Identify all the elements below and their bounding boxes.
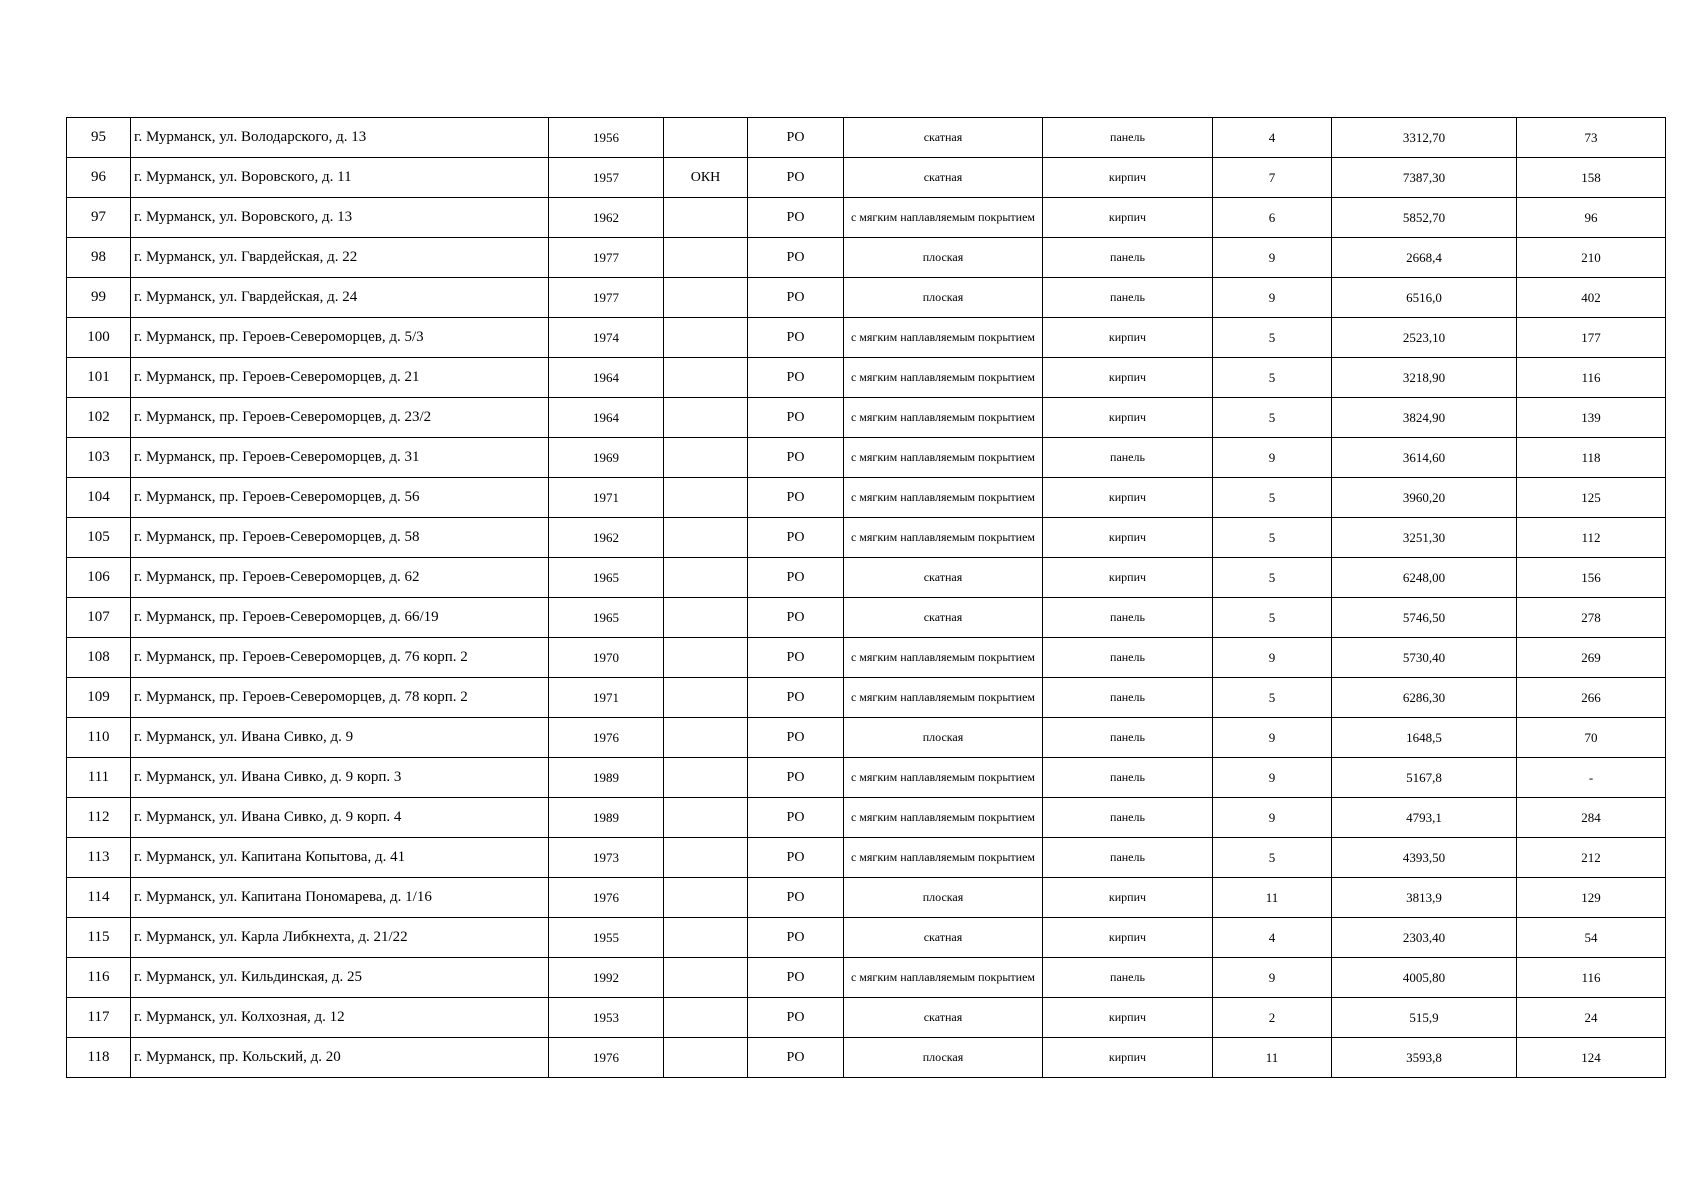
cell-area: 2303,40 bbox=[1332, 918, 1517, 958]
cell-wall-material: кирпич bbox=[1043, 358, 1213, 398]
cell-construction-year: 1955 bbox=[549, 918, 664, 958]
cell-ro-mark: РО bbox=[748, 318, 844, 358]
cell-address: г. Мурманск, ул. Капитана Пономарева, д. 1/16 bbox=[131, 878, 549, 918]
cell-wall-material: панель bbox=[1043, 718, 1213, 758]
cell-address: г. Мурманск, пр. Героев-Североморцев, д. 21 bbox=[131, 358, 549, 398]
cell-area: 3251,30 bbox=[1332, 518, 1517, 558]
cell-row-number: 104 bbox=[67, 478, 131, 518]
cell-wall-material: кирпич bbox=[1043, 478, 1213, 518]
cell-area: 7387,30 bbox=[1332, 158, 1517, 198]
cell-construction-year: 1969 bbox=[549, 438, 664, 478]
cell-count: 210 bbox=[1517, 238, 1666, 278]
cell-ro-mark: РО bbox=[748, 278, 844, 318]
cell-wall-material: панель bbox=[1043, 598, 1213, 638]
cell-heritage-mark bbox=[664, 718, 748, 758]
cell-ro-mark: РО bbox=[748, 118, 844, 158]
cell-construction-year: 1992 bbox=[549, 958, 664, 998]
cell-ro-mark: РО bbox=[748, 998, 844, 1038]
cell-construction-year: 1974 bbox=[549, 318, 664, 358]
cell-address: г. Мурманск, ул. Кильдинская, д. 25 bbox=[131, 958, 549, 998]
cell-count: 266 bbox=[1517, 678, 1666, 718]
table-row bbox=[67, 1038, 1666, 1078]
cell-address: г. Мурманск, ул. Капитана Копытова, д. 41 bbox=[131, 838, 549, 878]
table-row bbox=[67, 318, 1666, 358]
cell-floors: 9 bbox=[1213, 238, 1332, 278]
cell-row-number: 106 bbox=[67, 558, 131, 598]
table-row bbox=[67, 878, 1666, 918]
table-row bbox=[67, 158, 1666, 198]
cell-count: 129 bbox=[1517, 878, 1666, 918]
cell-address: г. Мурманск, ул. Воровского, д. 13 bbox=[131, 198, 549, 238]
cell-area: 3960,20 bbox=[1332, 478, 1517, 518]
cell-construction-year: 1971 bbox=[549, 678, 664, 718]
cell-heritage-mark bbox=[664, 1038, 748, 1078]
cell-roof-type: с мягким наплавляемым покрытием bbox=[844, 958, 1043, 998]
cell-floors: 5 bbox=[1213, 478, 1332, 518]
cell-address: г. Мурманск, ул. Гвардейская, д. 22 bbox=[131, 238, 549, 278]
cell-floors: 5 bbox=[1213, 398, 1332, 438]
cell-row-number: 98 bbox=[67, 238, 131, 278]
cell-wall-material: кирпич bbox=[1043, 998, 1213, 1038]
table-row bbox=[67, 798, 1666, 838]
cell-construction-year: 1973 bbox=[549, 838, 664, 878]
cell-ro-mark: РО bbox=[748, 238, 844, 278]
cell-roof-type: с мягким наплавляемым покрытием bbox=[844, 198, 1043, 238]
cell-count: 278 bbox=[1517, 598, 1666, 638]
cell-wall-material: кирпич bbox=[1043, 558, 1213, 598]
cell-roof-type: с мягким наплавляемым покрытием bbox=[844, 358, 1043, 398]
cell-address: г. Мурманск, ул. Володарского, д. 13 bbox=[131, 118, 549, 158]
cell-wall-material: панель bbox=[1043, 958, 1213, 998]
cell-count: 156 bbox=[1517, 558, 1666, 598]
cell-wall-material: панель bbox=[1043, 758, 1213, 798]
table-row bbox=[67, 278, 1666, 318]
cell-area: 3813,9 bbox=[1332, 878, 1517, 918]
cell-row-number: 111 bbox=[67, 758, 131, 798]
cell-roof-type: скатная bbox=[844, 598, 1043, 638]
cell-count: 24 bbox=[1517, 998, 1666, 1038]
cell-floors: 11 bbox=[1213, 878, 1332, 918]
cell-roof-type: с мягким наплавляемым покрытием bbox=[844, 678, 1043, 718]
cell-ro-mark: РО bbox=[748, 198, 844, 238]
table-row bbox=[67, 598, 1666, 638]
cell-heritage-mark bbox=[664, 398, 748, 438]
table-row bbox=[67, 998, 1666, 1038]
cell-area: 1648,5 bbox=[1332, 718, 1517, 758]
cell-floors: 5 bbox=[1213, 358, 1332, 398]
cell-area: 3614,60 bbox=[1332, 438, 1517, 478]
cell-wall-material: панель bbox=[1043, 278, 1213, 318]
cell-heritage-mark bbox=[664, 278, 748, 318]
table-row bbox=[67, 518, 1666, 558]
cell-row-number: 112 bbox=[67, 798, 131, 838]
cell-floors: 7 bbox=[1213, 158, 1332, 198]
cell-area: 5730,40 bbox=[1332, 638, 1517, 678]
cell-ro-mark: РО bbox=[748, 758, 844, 798]
cell-heritage-mark bbox=[664, 918, 748, 958]
cell-address: г. Мурманск, пр. Героев-Североморцев, д. 66/19 bbox=[131, 598, 549, 638]
cell-row-number: 117 bbox=[67, 998, 131, 1038]
cell-wall-material: панель bbox=[1043, 238, 1213, 278]
cell-count: 112 bbox=[1517, 518, 1666, 558]
cell-roof-type: с мягким наплавляемым покрытием bbox=[844, 758, 1043, 798]
table-row bbox=[67, 478, 1666, 518]
cell-roof-type: плоская bbox=[844, 238, 1043, 278]
cell-wall-material: панель bbox=[1043, 838, 1213, 878]
cell-construction-year: 1956 bbox=[549, 118, 664, 158]
cell-ro-mark: РО bbox=[748, 718, 844, 758]
cell-heritage-mark bbox=[664, 638, 748, 678]
cell-row-number: 99 bbox=[67, 278, 131, 318]
table-row bbox=[67, 918, 1666, 958]
cell-heritage-mark bbox=[664, 958, 748, 998]
cell-construction-year: 1970 bbox=[549, 638, 664, 678]
cell-roof-type: с мягким наплавляемым покрытием bbox=[844, 398, 1043, 438]
cell-floors: 2 bbox=[1213, 998, 1332, 1038]
cell-construction-year: 1989 bbox=[549, 758, 664, 798]
table-row bbox=[67, 238, 1666, 278]
cell-count: 284 bbox=[1517, 798, 1666, 838]
cell-roof-type: скатная bbox=[844, 118, 1043, 158]
cell-row-number: 102 bbox=[67, 398, 131, 438]
cell-count: 402 bbox=[1517, 278, 1666, 318]
cell-count: 73 bbox=[1517, 118, 1666, 158]
cell-wall-material: кирпич bbox=[1043, 1038, 1213, 1078]
cell-heritage-mark bbox=[664, 118, 748, 158]
cell-address: г. Мурманск, пр. Героев-Североморцев, д. 23/2 bbox=[131, 398, 549, 438]
cell-row-number: 118 bbox=[67, 1038, 131, 1078]
cell-floors: 5 bbox=[1213, 678, 1332, 718]
cell-roof-type: плоская bbox=[844, 878, 1043, 918]
cell-area: 2523,10 bbox=[1332, 318, 1517, 358]
table-row bbox=[67, 558, 1666, 598]
cell-ro-mark: РО bbox=[748, 958, 844, 998]
cell-ro-mark: РО bbox=[748, 878, 844, 918]
cell-floors: 9 bbox=[1213, 438, 1332, 478]
cell-construction-year: 1965 bbox=[549, 598, 664, 638]
cell-floors: 5 bbox=[1213, 518, 1332, 558]
cell-heritage-mark bbox=[664, 238, 748, 278]
cell-ro-mark: РО bbox=[748, 1038, 844, 1078]
cell-wall-material: панель bbox=[1043, 638, 1213, 678]
cell-count: 118 bbox=[1517, 438, 1666, 478]
cell-area: 6286,30 bbox=[1332, 678, 1517, 718]
cell-floors: 9 bbox=[1213, 958, 1332, 998]
cell-count: 70 bbox=[1517, 718, 1666, 758]
cell-count: 158 bbox=[1517, 158, 1666, 198]
cell-construction-year: 1977 bbox=[549, 278, 664, 318]
cell-heritage-mark bbox=[664, 558, 748, 598]
cell-construction-year: 1964 bbox=[549, 358, 664, 398]
table-row bbox=[67, 838, 1666, 878]
cell-heritage-mark bbox=[664, 838, 748, 878]
cell-row-number: 114 bbox=[67, 878, 131, 918]
cell-construction-year: 1976 bbox=[549, 878, 664, 918]
cell-row-number: 109 bbox=[67, 678, 131, 718]
cell-address: г. Мурманск, пр. Героев-Североморцев, д. 58 bbox=[131, 518, 549, 558]
cell-floors: 9 bbox=[1213, 638, 1332, 678]
cell-heritage-mark bbox=[664, 998, 748, 1038]
cell-address: г. Мурманск, пр. Героев-Североморцев, д. 31 bbox=[131, 438, 549, 478]
cell-roof-type: с мягким наплавляемым покрытием bbox=[844, 438, 1043, 478]
cell-area: 2668,4 bbox=[1332, 238, 1517, 278]
table-row bbox=[67, 638, 1666, 678]
cell-ro-mark: РО bbox=[748, 558, 844, 598]
cell-roof-type: скатная bbox=[844, 998, 1043, 1038]
cell-wall-material: кирпич bbox=[1043, 158, 1213, 198]
cell-heritage-mark bbox=[664, 678, 748, 718]
cell-roof-type: с мягким наплавляемым покрытием bbox=[844, 518, 1043, 558]
cell-heritage-mark bbox=[664, 358, 748, 398]
cell-address: г. Мурманск, ул. Ивана Сивко, д. 9 корп. 3 bbox=[131, 758, 549, 798]
table-row bbox=[67, 758, 1666, 798]
table-row bbox=[67, 678, 1666, 718]
cell-wall-material: кирпич bbox=[1043, 878, 1213, 918]
cell-roof-type: с мягким наплавляемым покрытием bbox=[844, 798, 1043, 838]
cell-area: 4793,1 bbox=[1332, 798, 1517, 838]
cell-address: г. Мурманск, пр. Героев-Североморцев, д. 76 корп. 2 bbox=[131, 638, 549, 678]
cell-heritage-mark bbox=[664, 878, 748, 918]
cell-floors: 9 bbox=[1213, 718, 1332, 758]
cell-roof-type: скатная bbox=[844, 158, 1043, 198]
cell-floors: 9 bbox=[1213, 798, 1332, 838]
cell-count: 269 bbox=[1517, 638, 1666, 678]
cell-count: 96 bbox=[1517, 198, 1666, 238]
cell-row-number: 107 bbox=[67, 598, 131, 638]
cell-heritage-mark bbox=[664, 318, 748, 358]
cell-floors: 9 bbox=[1213, 758, 1332, 798]
cell-ro-mark: РО bbox=[748, 398, 844, 438]
cell-address: г. Мурманск, пр. Героев-Североморцев, д. 56 bbox=[131, 478, 549, 518]
cell-count: 125 bbox=[1517, 478, 1666, 518]
cell-floors: 9 bbox=[1213, 278, 1332, 318]
cell-area: 4005,80 bbox=[1332, 958, 1517, 998]
cell-area: 4393,50 bbox=[1332, 838, 1517, 878]
cell-construction-year: 1977 bbox=[549, 238, 664, 278]
table-row bbox=[67, 958, 1666, 998]
cell-address: г. Мурманск, ул. Гвардейская, д. 24 bbox=[131, 278, 549, 318]
cell-ro-mark: РО bbox=[748, 598, 844, 638]
cell-area: 3312,70 bbox=[1332, 118, 1517, 158]
cell-floors: 4 bbox=[1213, 918, 1332, 958]
cell-count: 139 bbox=[1517, 398, 1666, 438]
cell-ro-mark: РО bbox=[748, 678, 844, 718]
cell-address: г. Мурманск, пр. Кольский, д. 20 bbox=[131, 1038, 549, 1078]
cell-row-number: 95 bbox=[67, 118, 131, 158]
cell-wall-material: кирпич bbox=[1043, 398, 1213, 438]
cell-wall-material: панель bbox=[1043, 118, 1213, 158]
cell-count: 116 bbox=[1517, 358, 1666, 398]
table-row bbox=[67, 398, 1666, 438]
cell-construction-year: 1962 bbox=[549, 198, 664, 238]
cell-row-number: 101 bbox=[67, 358, 131, 398]
cell-wall-material: панель bbox=[1043, 798, 1213, 838]
cell-heritage-mark bbox=[664, 518, 748, 558]
cell-construction-year: 1962 bbox=[549, 518, 664, 558]
cell-heritage-mark: ОКН bbox=[664, 158, 748, 198]
cell-ro-mark: РО bbox=[748, 838, 844, 878]
cell-construction-year: 1976 bbox=[549, 1038, 664, 1078]
cell-floors: 5 bbox=[1213, 838, 1332, 878]
cell-floors: 5 bbox=[1213, 558, 1332, 598]
cell-roof-type: с мягким наплавляемым покрытием bbox=[844, 478, 1043, 518]
cell-area: 6248,00 bbox=[1332, 558, 1517, 598]
cell-roof-type: плоская bbox=[844, 278, 1043, 318]
cell-row-number: 116 bbox=[67, 958, 131, 998]
table-body bbox=[67, 118, 1666, 1078]
cell-floors: 6 bbox=[1213, 198, 1332, 238]
cell-wall-material: кирпич bbox=[1043, 198, 1213, 238]
cell-heritage-mark bbox=[664, 198, 748, 238]
cell-area: 3824,90 bbox=[1332, 398, 1517, 438]
cell-heritage-mark bbox=[664, 598, 748, 638]
cell-construction-year: 1989 bbox=[549, 798, 664, 838]
cell-construction-year: 1957 bbox=[549, 158, 664, 198]
cell-floors: 4 bbox=[1213, 118, 1332, 158]
cell-wall-material: кирпич bbox=[1043, 918, 1213, 958]
cell-roof-type: плоская bbox=[844, 718, 1043, 758]
table-row bbox=[67, 118, 1666, 158]
cell-address: г. Мурманск, ул. Ивана Сивко, д. 9 корп. 4 bbox=[131, 798, 549, 838]
cell-address: г. Мурманск, пр. Героев-Североморцев, д. 62 bbox=[131, 558, 549, 598]
cell-count: - bbox=[1517, 758, 1666, 798]
cell-ro-mark: РО bbox=[748, 518, 844, 558]
cell-address: г. Мурманск, ул. Воровского, д. 11 bbox=[131, 158, 549, 198]
cell-row-number: 97 bbox=[67, 198, 131, 238]
cell-row-number: 105 bbox=[67, 518, 131, 558]
cell-ro-mark: РО bbox=[748, 798, 844, 838]
cell-address: г. Мурманск, пр. Героев-Североморцев, д. 5/3 bbox=[131, 318, 549, 358]
cell-address: г. Мурманск, ул. Колхозная, д. 12 bbox=[131, 998, 549, 1038]
cell-ro-mark: РО bbox=[748, 918, 844, 958]
cell-floors: 11 bbox=[1213, 1038, 1332, 1078]
cell-area: 5852,70 bbox=[1332, 198, 1517, 238]
cell-area: 3218,90 bbox=[1332, 358, 1517, 398]
cell-row-number: 100 bbox=[67, 318, 131, 358]
table-row bbox=[67, 718, 1666, 758]
cell-heritage-mark bbox=[664, 478, 748, 518]
cell-wall-material: кирпич bbox=[1043, 318, 1213, 358]
cell-floors: 5 bbox=[1213, 318, 1332, 358]
table-row bbox=[67, 438, 1666, 478]
cell-wall-material: панель bbox=[1043, 678, 1213, 718]
housing-registry-table bbox=[66, 117, 1666, 1078]
cell-count: 54 bbox=[1517, 918, 1666, 958]
table-row bbox=[67, 358, 1666, 398]
cell-area: 5746,50 bbox=[1332, 598, 1517, 638]
table-row bbox=[67, 198, 1666, 238]
cell-row-number: 113 bbox=[67, 838, 131, 878]
cell-heritage-mark bbox=[664, 758, 748, 798]
cell-roof-type: с мягким наплавляемым покрытием bbox=[844, 638, 1043, 678]
cell-row-number: 110 bbox=[67, 718, 131, 758]
cell-ro-mark: РО bbox=[748, 638, 844, 678]
cell-construction-year: 1976 bbox=[549, 718, 664, 758]
cell-count: 212 bbox=[1517, 838, 1666, 878]
cell-count: 177 bbox=[1517, 318, 1666, 358]
cell-roof-type: с мягким наплавляемым покрытием bbox=[844, 318, 1043, 358]
cell-row-number: 108 bbox=[67, 638, 131, 678]
cell-wall-material: кирпич bbox=[1043, 518, 1213, 558]
cell-address: г. Мурманск, ул. Ивана Сивко, д. 9 bbox=[131, 718, 549, 758]
cell-construction-year: 1965 bbox=[549, 558, 664, 598]
cell-ro-mark: РО bbox=[748, 478, 844, 518]
cell-area: 5167,8 bbox=[1332, 758, 1517, 798]
cell-construction-year: 1953 bbox=[549, 998, 664, 1038]
cell-address: г. Мурманск, ул. Карла Либкнехта, д. 21/22 bbox=[131, 918, 549, 958]
cell-area: 515,9 bbox=[1332, 998, 1517, 1038]
cell-row-number: 96 bbox=[67, 158, 131, 198]
cell-count: 124 bbox=[1517, 1038, 1666, 1078]
cell-ro-mark: РО bbox=[748, 158, 844, 198]
cell-roof-type: плоская bbox=[844, 1038, 1043, 1078]
cell-count: 116 bbox=[1517, 958, 1666, 998]
cell-row-number: 115 bbox=[67, 918, 131, 958]
cell-ro-mark: РО bbox=[748, 358, 844, 398]
cell-roof-type: скатная bbox=[844, 558, 1043, 598]
cell-roof-type: скатная bbox=[844, 918, 1043, 958]
cell-area: 3593,8 bbox=[1332, 1038, 1517, 1078]
cell-roof-type: с мягким наплавляемым покрытием bbox=[844, 838, 1043, 878]
cell-area: 6516,0 bbox=[1332, 278, 1517, 318]
cell-ro-mark: РО bbox=[748, 438, 844, 478]
cell-floors: 5 bbox=[1213, 598, 1332, 638]
cell-wall-material: панель bbox=[1043, 438, 1213, 478]
cell-heritage-mark bbox=[664, 438, 748, 478]
cell-construction-year: 1971 bbox=[549, 478, 664, 518]
cell-heritage-mark bbox=[664, 798, 748, 838]
cell-address: г. Мурманск, пр. Героев-Североморцев, д. 78 корп. 2 bbox=[131, 678, 549, 718]
cell-construction-year: 1964 bbox=[549, 398, 664, 438]
cell-row-number: 103 bbox=[67, 438, 131, 478]
